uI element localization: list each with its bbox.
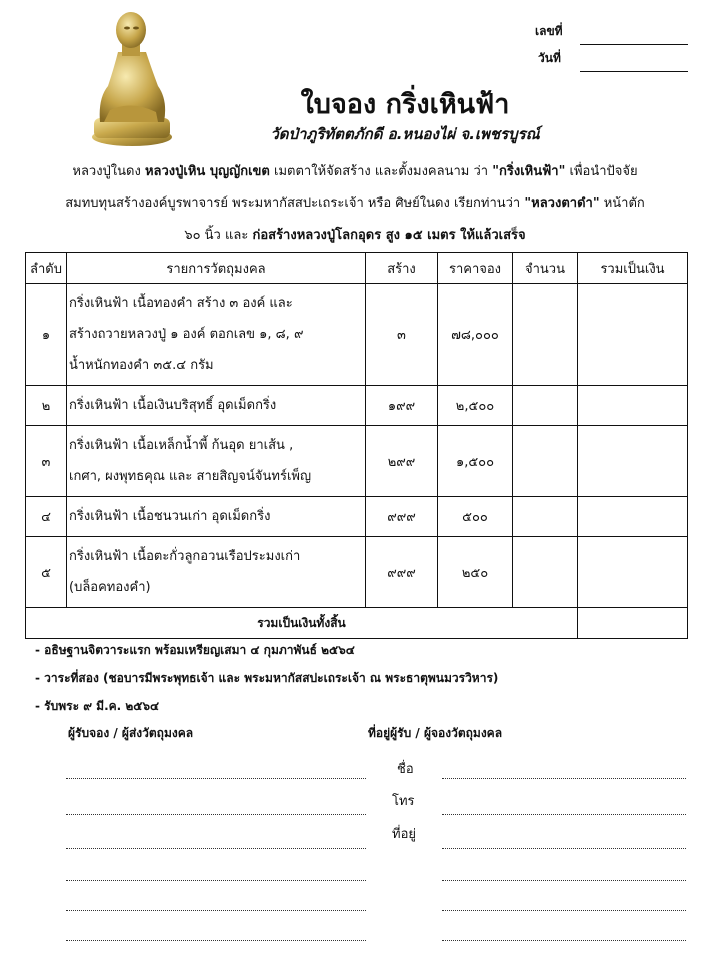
row-total-cell[interactable] [578,426,688,497]
table-row [26,497,688,537]
note-blessing-second: - วาระที่สอง (ชอบารมีพระพุทธเจ้า และ พระมหากัสสปะเถระเจ้า ณ พระธาตุพนมวรวิหาร) [35,671,499,685]
page-title: ใบจอง กริ่งเหินฟ้า [300,89,510,120]
description-line: กริ่งเหินฟ้า เนื้อตะกั่วลูกอวนเรือประมงเก่า [69,549,301,564]
note-pickup-date: - รับพระ ๙ มี.ค. ๒๕๖๔ [35,699,160,713]
grand-total-cell[interactable] [578,608,688,639]
row-number: ๒ [26,386,67,426]
row-made: ๑๙๙ [366,386,438,426]
name-label: ชื่อ [397,762,414,777]
intro-text: สมทบทุนสร้างองค์บูรพาจารย์ พระมหากัสสปะเถระเจ้า หรือ ศิษย์ในดง เรียกท่านว่า [65,196,525,211]
row-number: ๔ [26,497,67,537]
table-row [26,284,688,386]
description-line: กริ่งเหินฟ้า เนื้อเงินบริสุทธิ์ อุดเม็ดกริ่ง [69,398,277,413]
row-total-cell[interactable] [578,386,688,426]
row-quantity-cell[interactable] [513,284,578,386]
row-total-cell[interactable] [578,537,688,608]
table-row [26,537,688,608]
order-table [25,252,688,639]
row-total-cell[interactable] [578,284,688,386]
row-number: ๑ [26,284,67,386]
name-field-line[interactable] [442,778,686,779]
row-price: ๑,๕๐๐ [438,426,513,497]
row-price: ๒,๕๐๐ [438,386,513,426]
receiver-line[interactable] [66,940,366,941]
row-quantity-cell[interactable] [513,497,578,537]
intro-line-2 [0,192,710,213]
intro-line-1 [0,160,710,181]
row-description [67,497,366,537]
address-field-line[interactable] [442,848,686,849]
receiver-line[interactable] [66,814,366,815]
number-field-line[interactable] [580,44,688,45]
description-line: กริ่งเหินฟ้า เนื้อเหล็กน้ำพี้ ก้นอุด ยาเส้น , [69,438,294,453]
row-quantity-cell[interactable] [513,426,578,497]
description-line: เกศา, ผงพุทธคุณ และ สายสิญจน์จันทร์เพ็ญ [69,469,312,484]
page-subtitle: วัดป่าภูริทัตตภักดี อ.หนองไผ่ จ.เพชรบูรณ์ [270,125,540,143]
col-header-made: สร้าง [366,253,438,284]
col-header-total: รวมเป็นเงิน [578,253,688,284]
sender-address-heading: ที่อยู่ผู้รับ / ผู้จองวัตถุมงคล [368,726,503,740]
row-made: ๓ [366,284,438,386]
col-header-price: ราคาจอง [438,253,513,284]
table-row [26,426,688,497]
intro-text: ๖๐ นิ้ว และ [184,228,253,243]
row-price: ๕๐๐ [438,497,513,537]
row-description [67,537,366,608]
row-made: ๒๙๙ [366,426,438,497]
address-field-line[interactable] [442,910,686,911]
col-header-item: รายการวัตถุมงคล [67,253,366,284]
description-line: (บล็อคทองคำ) [69,580,151,595]
receiver-line[interactable] [66,880,366,881]
date-field-line[interactable] [580,71,688,72]
phone-field-line[interactable] [442,814,686,815]
row-quantity-cell[interactable] [513,537,578,608]
number-label: เลขที่ [535,24,563,38]
col-header-quantity: จำนวน [513,253,578,284]
address-field-line[interactable] [442,940,686,941]
intro-bold: หลวงปู่เหิน บุญญักเขต [144,164,270,179]
receiver-heading: ผู้รับจอง / ผู้ส่งวัตถุมงคล [68,726,194,740]
phone-label: โทร [392,794,415,809]
intro-text: เพื่อนำปัจจัย [565,164,638,179]
row-total-cell[interactable] [578,497,688,537]
intro-bold: "หลวงตาดำ" [524,196,600,211]
description-line: น้ำหนักทองคำ ๓๕.๔ กรัม [69,358,214,373]
table-row [26,386,688,426]
note-blessing-first: - อธิษฐานจิตวาระแรก พร้อมเหรียญเสมา ๔ กุมภาพันธ์ ๒๕๖๔ [35,643,355,657]
description-line: กริ่งเหินฟ้า เนื้อชนวนเก่า อุดเม็ดกริ่ง [69,509,271,524]
date-label: วันที่ [538,51,561,65]
intro-line-3 [0,224,710,245]
intro-bold: ก่อสร้างหลวงปู่โลกอุดร สูง ๑๕ เมตร ให้แล้วเสร็จ [252,228,526,243]
description-line: สร้างถวายหลวงปู่ ๑ องค์ ตอกเลข ๑, ๘, ๙ [69,327,304,342]
row-description [67,426,366,497]
row-price: ๗๘,๐๐๐ [438,284,513,386]
intro-bold: "กริ่งเหินฟ้า" [492,164,566,179]
row-quantity-cell[interactable] [513,386,578,426]
row-description [67,284,366,386]
row-number: ๓ [26,426,67,497]
description-line: กริ่งเหินฟ้า เนื้อทองคำ สร้าง ๓ องค์ และ [69,296,293,311]
intro-text: หลวงปู่ในดง [72,164,145,179]
row-description [67,386,366,426]
receiver-line[interactable] [66,848,366,849]
row-number: ๕ [26,537,67,608]
grand-total-label: รวมเป็นเงินทั้งสิ้น [26,608,578,639]
row-price: ๒๕๐ [438,537,513,608]
intro-text: เมตตาให้จัดสร้าง และตั้งมงคลนาม ว่า [269,164,493,179]
receiver-line[interactable] [66,910,366,911]
col-header-order: ลำดับ [26,253,67,284]
row-made: ๙๙๙ [366,537,438,608]
receiver-line[interactable] [66,778,366,779]
table-header-row [26,253,688,284]
total-row [26,608,688,639]
address-field-line[interactable] [442,880,686,881]
address-label: ที่อยู่ [392,827,416,842]
intro-text: หน้าตัก [599,196,645,211]
row-made: ๙๙๙ [366,497,438,537]
